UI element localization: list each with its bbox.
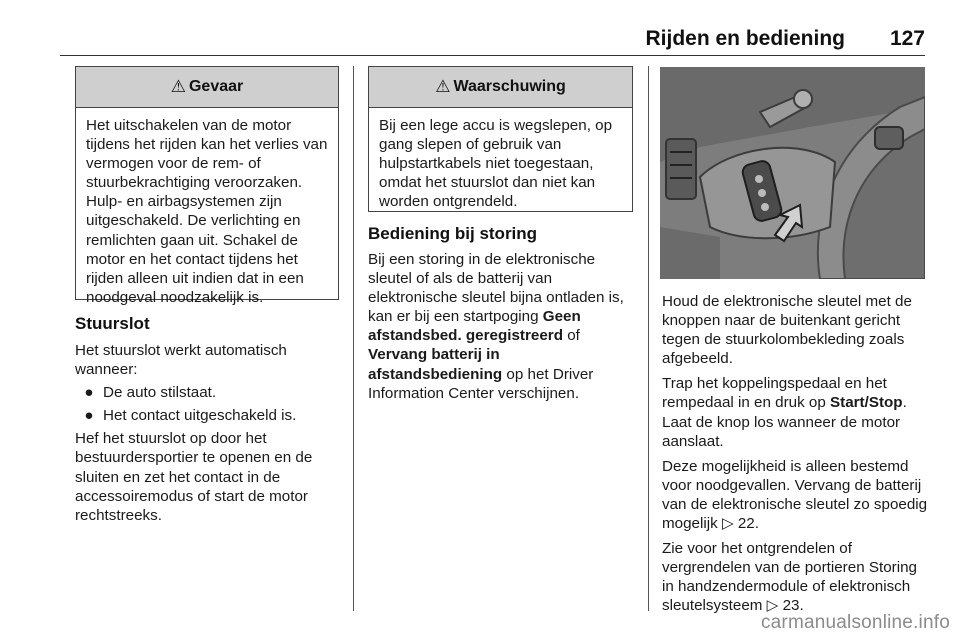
list-item <box>75 383 343 402</box>
page-reference: 23 <box>782 597 800 615</box>
warning-box <box>368 66 633 212</box>
stuurslot-paragraph: Hef het stuurslot op door het bestuurdersportier te openen en de sluiten en zet het contact in de accessoiremodus of start de motor rechtstreeks. <box>75 430 313 524</box>
message-replace-battery: Vervang batterij in afstandsbediening <box>368 346 503 383</box>
paragraph-1: Houd de elektronische sleutel met de knoppen naar de buitenkant gericht tegen de stuurkolombekleding zoals afgebeeld. <box>662 293 912 368</box>
paragraph-3-end: . <box>754 515 759 533</box>
section-heading-storing: Bediening bij storing <box>368 224 538 243</box>
key-instructions-text <box>662 292 928 616</box>
paragraph-3-start: Deze mogelijkheid is alleen bestemd voor noodgevallen. Vervang de batterij van de elektronische sleutel zo spoedig mogelijk <box>662 457 928 533</box>
watermark: carmanualsonline.info <box>760 612 950 633</box>
header-title: Rijden en bediening <box>645 27 845 50</box>
storing-text-end: op het Driver Information Center verschijnen. <box>368 365 594 402</box>
paragraph-3 <box>662 457 928 533</box>
warning-triangle-icon: ⚠ <box>435 77 451 96</box>
bullet-icon: ● <box>84 384 94 402</box>
start-stop-button-label: Start/Stop <box>830 394 903 412</box>
paragraph-2-start: Trap het koppelingspedaal en het rempedaal in en druk op <box>662 375 887 412</box>
stuurslot-intro: Het stuurslot werkt automatisch wanneer: <box>75 342 287 379</box>
list-item <box>75 406 343 425</box>
key-position-illustration <box>660 67 925 279</box>
danger-box <box>75 66 339 306</box>
bullet-text: Het contact uitgeschakeld is. <box>103 407 297 425</box>
warning-box-text: Bij een lege accu is wegslepen, op gang slepen of gebruik van hulpstartkabels niet toegestaan, omdat het stuurslot dan niet kan worden ontgrendeld. <box>379 117 613 211</box>
storing-text-mid: of <box>562 327 580 345</box>
bullet-text: De auto stilstaat. <box>103 384 217 402</box>
page-number: 127 <box>889 27 925 50</box>
storing-text-start: Bij een storing in de elektronische sleutel of als de batterij van elektronische sleutel bijna ontladen is, kan er bij een startpoging <box>368 251 624 326</box>
message-no-remote: Geen afstandsbed. geregistreerd <box>368 308 581 345</box>
page-reference-icon: ▷ <box>721 515 738 533</box>
danger-box-header <box>76 67 338 108</box>
page-reference-icon: ▷ <box>766 597 783 615</box>
paragraph-4-end: . <box>799 597 804 615</box>
paragraph-2 <box>662 374 928 450</box>
stuurslot-text <box>75 341 343 525</box>
section-heading-stuurslot: Stuurslot <box>75 314 150 333</box>
paragraph-4 <box>662 539 928 615</box>
page-reference: 22 <box>737 515 755 533</box>
warning-box-title: Waarschuwing <box>453 78 566 95</box>
warning-box-header <box>369 67 632 108</box>
column-divider-2 <box>648 66 649 611</box>
danger-box-title: Gevaar <box>188 78 244 95</box>
bullet-icon: ● <box>84 407 94 425</box>
paragraph-2-end: . Laat de knop los wanneer de motor aanslaat. <box>662 394 907 450</box>
column-divider-1 <box>353 66 354 611</box>
paragraph-4-start: Zie voor het ontgrendelen of vergrendelen van de portieren Storing in handzendermodule of elektronisch sleutelsysteem <box>662 540 917 615</box>
warning-triangle-icon: ⚠ <box>170 77 186 96</box>
danger-box-text: Het uitschakelen van de motor tijdens het rijden kan het verlies van vermogen voor de rem- of stuurbekrachtiging veroorzaken. Hulp- en airbagsystemen zijn uitgeschakeld. De verlichting en remlichten gaan uit. Schakel de motor en het contact tijdens het rijden alleen uit indien dat in een noodgeval noodzakelijk is. <box>86 117 328 306</box>
storing-text <box>368 250 636 403</box>
steering-column-illustration <box>660 67 925 279</box>
page-header <box>60 25 925 56</box>
